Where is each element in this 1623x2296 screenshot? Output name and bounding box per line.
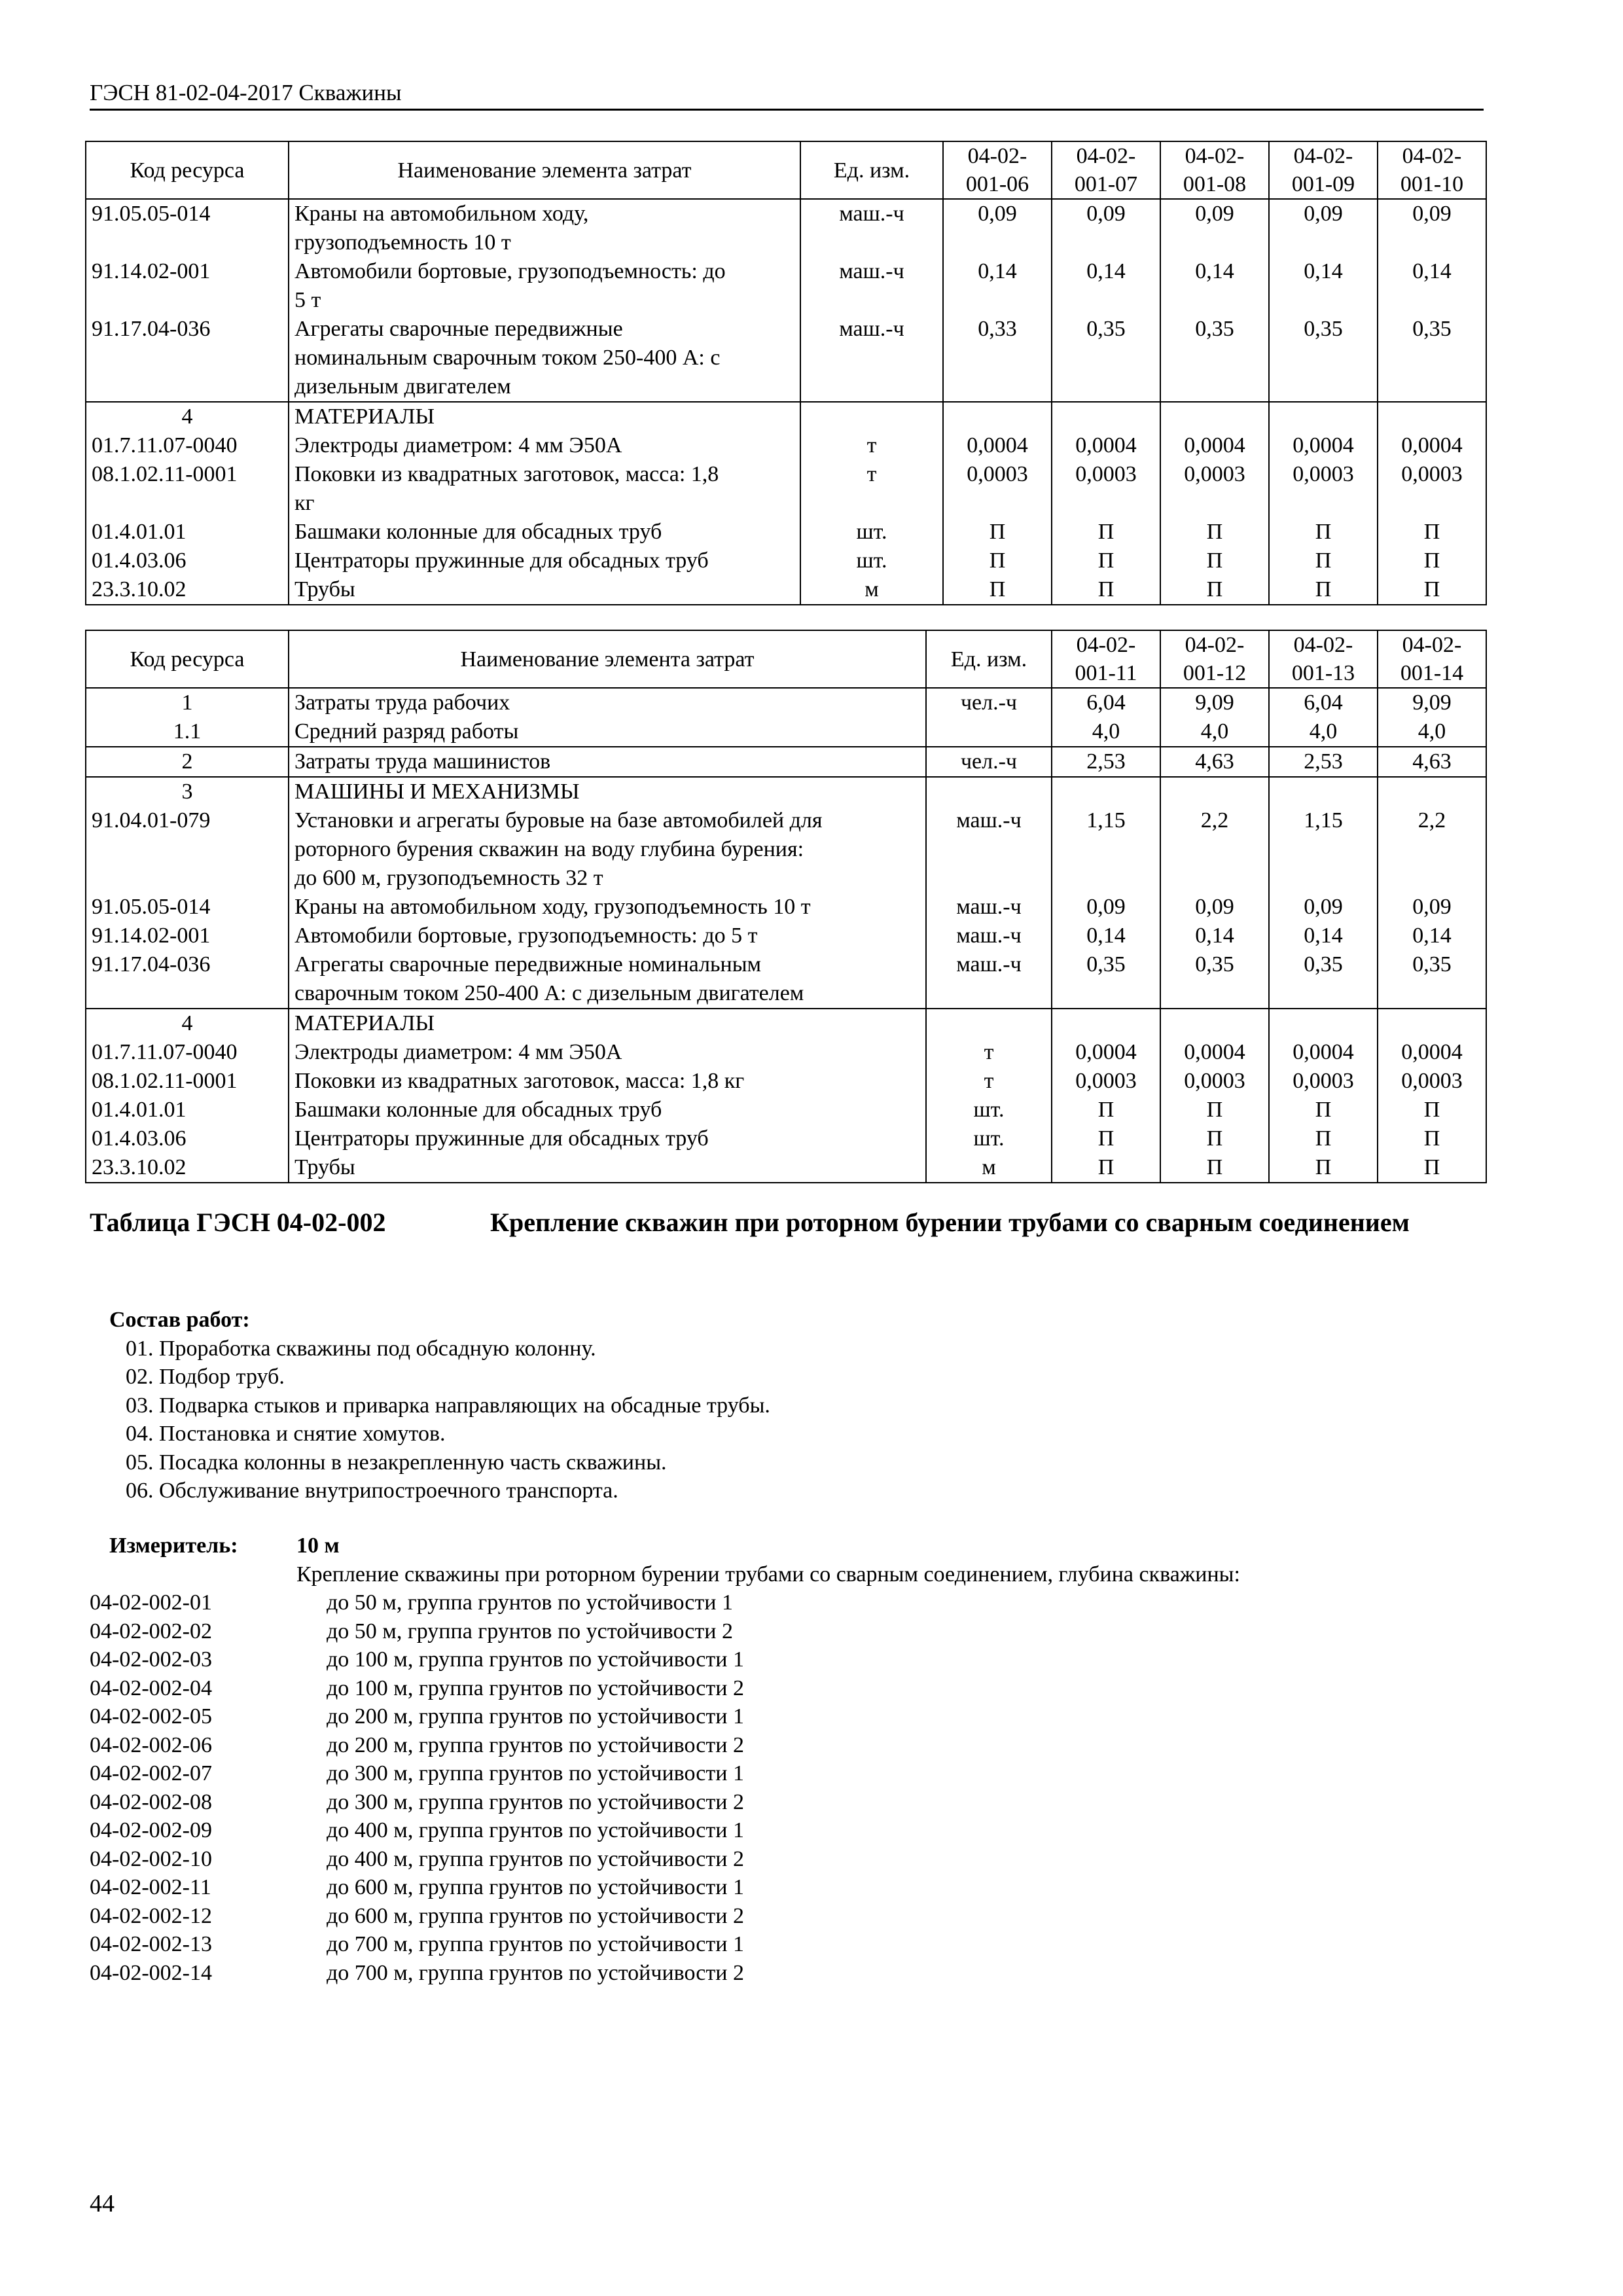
norm-value: 0,35 [1378,315,1486,402]
measure-item [90,1645,1490,1674]
norm-value: 2,2 [1378,806,1486,893]
norm-value: 2,53 [1269,747,1378,777]
norm-description: до 100 м, группа грунтов по устойчивости 2 [327,1676,744,1700]
norm-value: 0,0003 [1378,1067,1486,1096]
norm-value: 0,35 [1269,950,1378,1009]
norm-value: П [1052,575,1160,605]
norm-value: П [1160,547,1269,575]
norm-code: 04-02-002-07 [90,1761,212,1785]
norm-value: 4,0 [1160,717,1269,747]
norm-value: П [1160,518,1269,547]
element-name: Центраторы пружинные для обсадных труб [289,547,800,575]
norm-value: 0,09 [1269,893,1378,922]
resource-table-1 [85,141,1487,605]
norm-value: 0,0004 [1269,1038,1378,1067]
element-name: Трубы [289,575,800,605]
norm-value: 0,35 [1052,315,1160,402]
norm-value: 0,09 [1160,199,1269,257]
measure-label: Измеритель: [109,1534,238,1558]
header-norm-code: 04-02- 001-07 [1052,141,1160,199]
table-row [86,1038,1486,1067]
measure-item [90,1788,1490,1817]
measure-item [90,1731,1490,1760]
norm-value: П [1052,1124,1160,1153]
norm-value: 9,09 [1378,688,1486,717]
norm-value: 4,63 [1378,747,1486,777]
norm-value: 0,35 [1052,950,1160,1009]
norm-description: до 700 м, группа грунтов по устойчивости 2 [327,1960,744,1985]
table-row [86,199,1486,257]
norm-value: 6,04 [1269,688,1378,717]
resource-code: 4 [86,402,289,431]
header-unit: Ед. изм. [926,630,1052,688]
resource-table-2 [85,630,1487,1183]
element-name: Затраты труда рабочих [289,688,926,717]
norm-value [1052,402,1160,431]
running-header: ГЭСН 81-02-04-2017 Скважины [90,79,1484,111]
table-row [86,806,1486,893]
norm-value: 0,0004 [1378,431,1486,460]
work-item: 04. Постановка и снятие хомутов. [126,1422,446,1446]
norm-value: П [1269,1096,1378,1124]
norm-code: 04-02-002-14 [90,1960,212,1985]
resource-code: 01.4.01.01 [86,1096,289,1124]
norm-value: 0,0004 [1378,1038,1486,1067]
norm-value: 1,15 [1269,806,1378,893]
resource-code: 1.1 [86,717,289,747]
element-name: Установки и агрегаты буровые на базе автомобилей для роторного бурения скважин на воду глубина бурения: до 600 м, грузоподъемность 32 т [289,806,926,893]
table-row [86,402,1486,431]
table-row [86,688,1486,717]
norm-code: 04-02-002-03 [90,1647,212,1672]
table-body [86,199,1486,605]
resource-code: 01.7.11.07-0040 [86,1038,289,1067]
table-row [86,1067,1486,1096]
resource-code: 91.05.05-014 [86,199,289,257]
measure-description: Крепление скважины при роторном бурении трубами со сварным соединением, глубина скважины: [296,1562,1240,1587]
header-resource-code: Код ресурса [86,630,289,688]
work-item: 02. Подбор труб. [126,1365,285,1389]
resource-code: 91.14.02-001 [86,922,289,950]
resource-code: 4 [86,1009,289,1038]
work-composition [109,1306,770,1505]
norm-value: П [1378,1096,1486,1124]
unit: т [926,1038,1052,1067]
measure-item [90,1674,1490,1703]
element-name: Электроды диаметром: 4 мм Э50А [289,1038,926,1067]
norm-value: 0,0003 [1160,1067,1269,1096]
norm-value: 4,0 [1052,717,1160,747]
norm-value: П [1269,518,1378,547]
norm-description: до 50 м, группа грунтов по устойчивости 1 [327,1590,733,1615]
norm-value: 0,14 [1052,922,1160,950]
table-row [86,717,1486,747]
table-row [86,1124,1486,1153]
table-row [86,1096,1486,1124]
norm-description: до 200 м, группа грунтов по устойчивости 2 [327,1732,744,1757]
norm-value: 0,14 [943,257,1052,315]
header-resource-code: Код ресурса [86,141,289,199]
norm-value: П [1269,1124,1378,1153]
norm-value: 0,35 [1378,950,1486,1009]
resource-code: 3 [86,777,289,806]
norm-code: 04-02-002-12 [90,1903,212,1928]
norm-value [1160,1009,1269,1038]
unit [926,777,1052,806]
norm-code: 04-02-002-13 [90,1932,212,1956]
table-row [86,893,1486,922]
resource-code: 91.14.02-001 [86,257,289,315]
resource-code: 23.3.10.02 [86,575,289,605]
norm-value: П [1052,1153,1160,1183]
header-norm-code: 04-02- 001-09 [1269,141,1378,199]
norm-value: 0,0003 [1160,460,1269,518]
measure-section [90,1532,1490,1987]
norm-value: 0,0003 [943,460,1052,518]
norm-code: 04-02-002-09 [90,1818,212,1842]
norm-description: до 300 м, группа грунтов по устойчивости 1 [327,1761,744,1785]
element-name: Краны на автомобильном ходу, грузоподъемность 10 т [289,199,800,257]
norm-value: П [1269,547,1378,575]
resource-code: 91.04.01-079 [86,806,289,893]
norm-value: П [1378,575,1486,605]
resource-code: 91.05.05-014 [86,893,289,922]
element-name: Краны на автомобильном ходу, грузоподъемность 10 т [289,893,926,922]
unit: маш.-ч [926,950,1052,1009]
unit [800,402,943,431]
norm-value: П [1378,1153,1486,1183]
unit: маш.-ч [926,922,1052,950]
norm-value: 0,14 [1160,922,1269,950]
norm-value: 0,09 [1052,199,1160,257]
unit: м [926,1153,1052,1183]
unit: шт. [800,547,943,575]
table-title-text: Крепление скважин при роторном бурении трубами со сварным соединением [490,1208,1410,1237]
resource-code: 91.17.04-036 [86,950,289,1009]
measure-item [90,1902,1490,1931]
norm-value: 0,0003 [1052,1067,1160,1096]
norm-value: П [1052,518,1160,547]
unit: т [800,431,943,460]
unit: шт. [926,1124,1052,1153]
norm-value: 0,0003 [1269,1067,1378,1096]
norm-value [1160,777,1269,806]
header-norm-code: 04-02- 001-11 [1052,630,1160,688]
norm-value: 0,09 [1052,893,1160,922]
norm-value: 0,33 [943,315,1052,402]
norm-value: 0,09 [1269,199,1378,257]
resource-code: 1 [86,688,289,717]
element-name: Башмаки колонные для обсадных труб [289,518,800,547]
unit: шт. [926,1096,1052,1124]
work-item: 06. Обслуживание внутрипостроечного транспорта. [126,1479,618,1503]
unit [926,717,1052,747]
table-row [86,431,1486,460]
element-name: Поковки из квадратных заготовок, масса: 1,8 кг [289,460,800,518]
resource-code: 2 [86,747,289,777]
table-title-label: Таблица ГЭСН 04-02-002 [90,1208,386,1237]
norm-value: П [943,518,1052,547]
norm-value: 0,14 [1269,922,1378,950]
norm-value: 0,35 [1160,315,1269,402]
header-norm-code: 04-02- 001-08 [1160,141,1269,199]
norm-value [1160,402,1269,431]
work-composition-heading: Состав работ: [109,1308,250,1332]
table-row [86,922,1486,950]
resource-code: 01.7.11.07-0040 [86,431,289,460]
work-item: 05. Посадка колонны в незакрепленную часть скважины. [126,1450,667,1475]
header-unit: Ед. изм. [800,141,943,199]
element-name: МАТЕРИАЛЫ [289,402,800,431]
table-row [86,1153,1486,1183]
table-row [86,257,1486,315]
table-header-row [86,630,1486,688]
element-name: Башмаки колонные для обсадных труб [289,1096,926,1124]
table-row [86,547,1486,575]
norm-value: П [1378,1124,1486,1153]
unit: чел.-ч [926,688,1052,717]
element-name: МАТЕРИАЛЫ [289,1009,926,1038]
measure-item [90,1816,1490,1845]
header-norm-code: 04-02- 001-12 [1160,630,1269,688]
norm-value: П [1160,1096,1269,1124]
resource-code: 08.1.02.11-0001 [86,460,289,518]
norm-value: 2,2 [1160,806,1269,893]
element-name: Агрегаты сварочные передвижные номинальным сварочным током 250-400 А: с дизельным двигателем [289,950,926,1009]
norm-value: П [943,575,1052,605]
norm-value: П [1269,575,1378,605]
unit: т [800,460,943,518]
norm-description: до 700 м, группа грунтов по устойчивости 1 [327,1932,744,1956]
element-name: Центраторы пружинные для обсадных труб [289,1124,926,1153]
norm-description: до 50 м, группа грунтов по устойчивости 2 [327,1619,733,1643]
table-row [86,460,1486,518]
table-body [86,688,1486,1183]
norm-value: 0,0003 [1269,460,1378,518]
table-row [86,950,1486,1009]
measure-item [90,1845,1490,1874]
element-name: Электроды диаметром: 4 мм Э50А [289,431,800,460]
measure-item [90,1617,1490,1646]
norm-description: до 600 м, группа грунтов по устойчивости 2 [327,1903,744,1928]
norm-value: 0,14 [1378,922,1486,950]
norm-value: 0,14 [1378,257,1486,315]
norm-value [1269,777,1378,806]
measure-item [90,1759,1490,1788]
norm-value: 4,0 [1378,717,1486,747]
table-row [86,315,1486,402]
norm-value: 0,35 [1269,315,1378,402]
element-name: Трубы [289,1153,926,1183]
table-row [86,747,1486,777]
norm-code: 04-02-002-01 [90,1590,212,1615]
norm-value: П [1160,575,1269,605]
table-row [86,1009,1486,1038]
norm-code: 04-02-002-11 [90,1875,211,1899]
table-header-row [86,141,1486,199]
measure-item [90,1959,1490,1988]
norm-value [1052,1009,1160,1038]
norm-value: 0,35 [1160,950,1269,1009]
element-name: Затраты труда машинистов [289,747,926,777]
unit: маш.-ч [800,315,943,402]
resource-code: 01.4.01.01 [86,518,289,547]
norm-value: 0,0004 [943,431,1052,460]
norm-value: П [1052,547,1160,575]
norm-description: до 100 м, группа грунтов по устойчивости 1 [327,1647,744,1672]
page-number: 44 [90,2190,115,2217]
unit [926,1009,1052,1038]
measure-value: 10 м [296,1534,340,1558]
norm-value: П [1378,547,1486,575]
element-name: Автомобили бортовые, грузоподъемность: до 5 т [289,257,800,315]
norm-description: до 400 м, группа грунтов по устойчивости 2 [327,1846,744,1871]
norm-value: П [1378,518,1486,547]
norm-value: П [943,547,1052,575]
unit: маш.-ч [800,199,943,257]
work-item: 03. Подварка стыков и приварка направляющих на обсадные трубы. [126,1393,770,1418]
norm-value: П [1160,1153,1269,1183]
element-name: Автомобили бортовые, грузоподъемность: до 5 т [289,922,926,950]
norm-description: до 300 м, группа грунтов по устойчивости 2 [327,1789,744,1814]
header-norm-code: 04-02- 001-14 [1378,630,1486,688]
norm-value: 0,14 [1052,257,1160,315]
norm-value: 0,0004 [1052,431,1160,460]
norm-value: 6,04 [1052,688,1160,717]
norm-code: 04-02-002-05 [90,1704,212,1729]
unit: чел.-ч [926,747,1052,777]
norm-code: 04-02-002-04 [90,1676,212,1700]
norm-value: 0,14 [1160,257,1269,315]
element-name: Средний разряд работы [289,717,926,747]
norm-value: 0,0003 [1378,460,1486,518]
table-row [86,518,1486,547]
norm-value: 0,09 [943,199,1052,257]
norm-value [1269,402,1378,431]
norm-description: до 400 м, группа грунтов по устойчивости 1 [327,1818,744,1842]
norm-value: 1,15 [1052,806,1160,893]
measure-item [90,1702,1490,1731]
norm-value: 4,63 [1160,747,1269,777]
norm-value: 0,0004 [1269,431,1378,460]
element-name: МАШИНЫ И МЕХАНИЗМЫ [289,777,926,806]
resource-code: 08.1.02.11-0001 [86,1067,289,1096]
norm-value [1378,402,1486,431]
norm-value: 0,0004 [1160,1038,1269,1067]
unit: маш.-ч [926,806,1052,893]
norm-value: 9,09 [1160,688,1269,717]
norm-value [1378,1009,1486,1038]
measure-item [90,1588,1490,1617]
norm-code: 04-02-002-06 [90,1732,212,1757]
measure-item [90,1930,1490,1959]
unit: маш.-ч [926,893,1052,922]
table-row [86,777,1486,806]
element-name: Агрегаты сварочные передвижные номинальным сварочным током 250-400 А: с дизельным двигателем [289,315,800,402]
norm-value: 2,53 [1052,747,1160,777]
norm-value [943,402,1052,431]
header-norm-code: 04-02- 001-06 [943,141,1052,199]
element-name: Поковки из квадратных заготовок, масса: 1,8 кг [289,1067,926,1096]
header-element-name: Наименование элемента затрат [289,141,800,199]
unit: м [800,575,943,605]
resource-code: 01.4.03.06 [86,547,289,575]
norm-value: П [1160,1124,1269,1153]
table-row [86,575,1486,605]
norm-value: 0,14 [1269,257,1378,315]
norm-value [1269,1009,1378,1038]
norm-value: П [1052,1096,1160,1124]
norm-value: 0,09 [1160,893,1269,922]
norm-value: 0,0004 [1160,431,1269,460]
norm-description: до 600 м, группа грунтов по устойчивости 1 [327,1875,744,1899]
norm-code: 04-02-002-10 [90,1846,212,1871]
norm-description: до 200 м, группа грунтов по устойчивости 1 [327,1704,744,1729]
header-norm-code: 04-02- 001-10 [1378,141,1486,199]
unit: т [926,1067,1052,1096]
resource-code: 91.17.04-036 [86,315,289,402]
unit: шт. [800,518,943,547]
norm-code: 04-02-002-08 [90,1789,212,1814]
header-element-name: Наименование элемента затрат [289,630,926,688]
norm-value [1052,777,1160,806]
norm-value: П [1269,1153,1378,1183]
work-item: 01. Проработка скважины под обсадную колонну. [126,1336,596,1361]
norm-value: 4,0 [1269,717,1378,747]
norm-value: 0,0004 [1052,1038,1160,1067]
norm-value: 0,0003 [1052,460,1160,518]
header-norm-code: 04-02- 001-13 [1269,630,1378,688]
measure-item [90,1873,1490,1902]
resource-code: 23.3.10.02 [86,1153,289,1183]
norm-value: 0,09 [1378,893,1486,922]
unit: маш.-ч [800,257,943,315]
norm-code: 04-02-002-02 [90,1619,212,1643]
norm-value [1378,777,1486,806]
norm-value: 0,09 [1378,199,1486,257]
resource-code: 01.4.03.06 [86,1124,289,1153]
